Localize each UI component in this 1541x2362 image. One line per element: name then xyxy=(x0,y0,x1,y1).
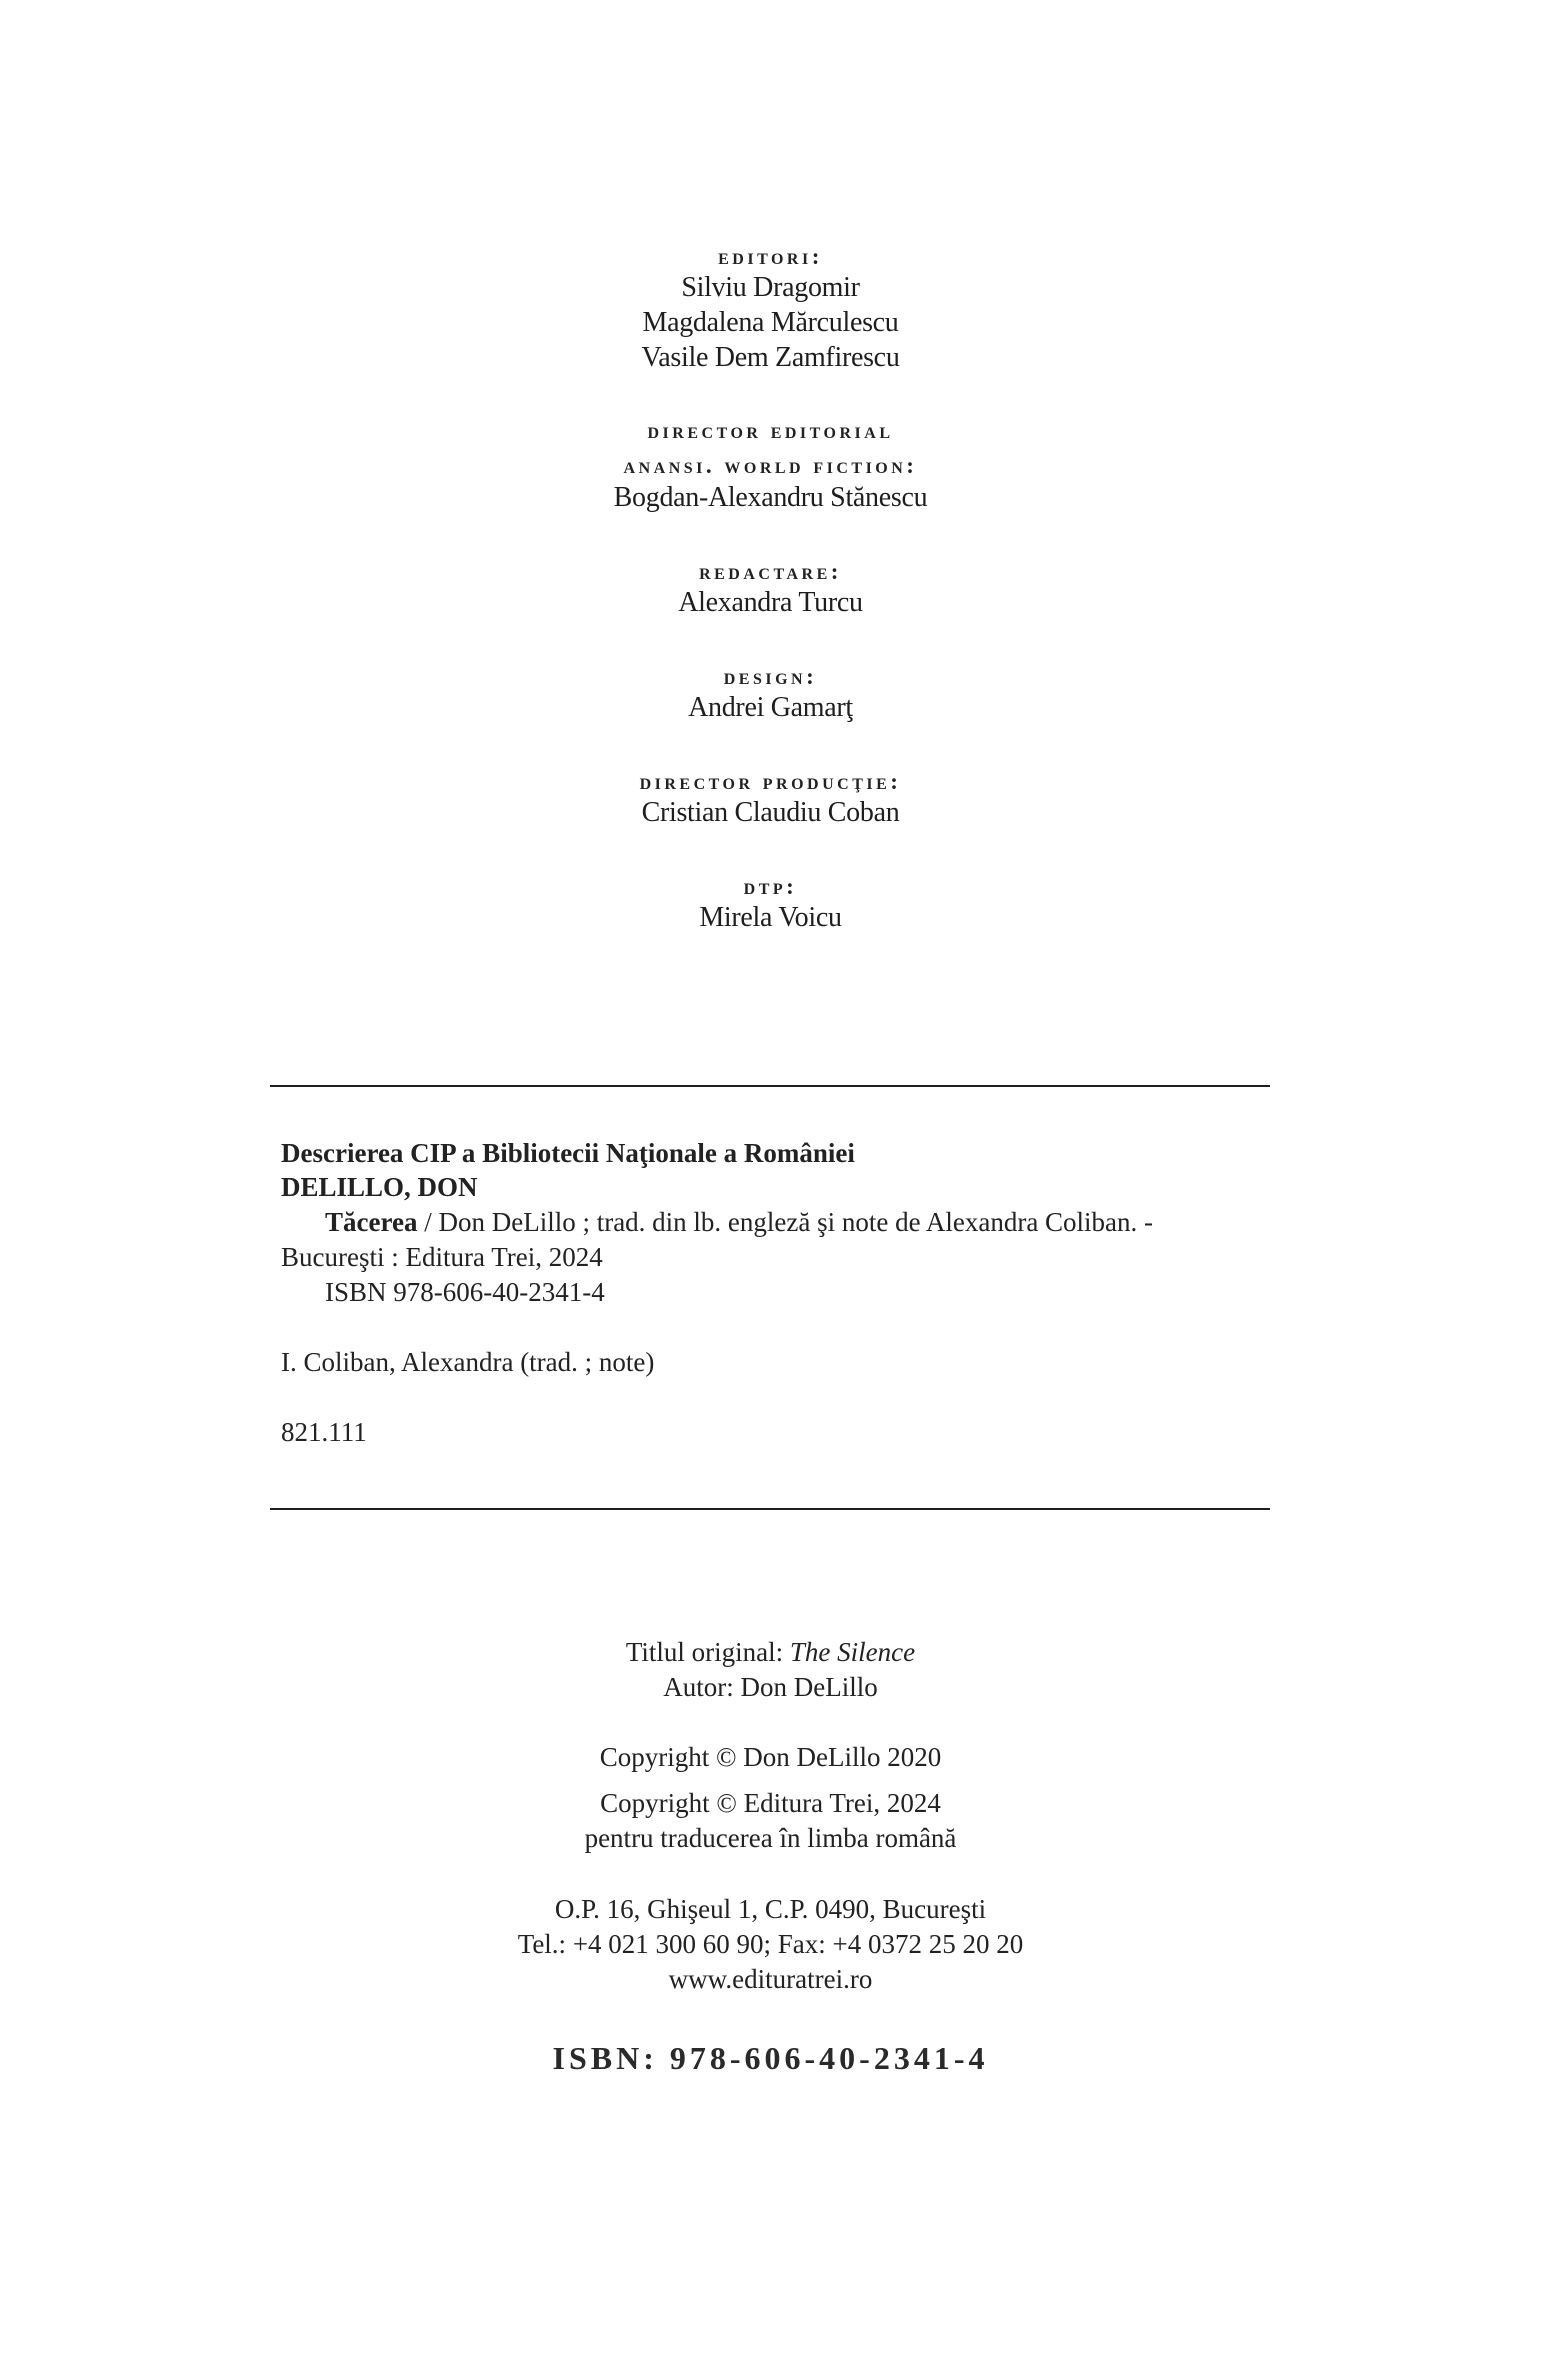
copyright-author: Copyright © Don DeLillo 2020 xyxy=(599,1742,942,1772)
cip-top-rule xyxy=(270,1085,1270,1087)
cip-title-line xyxy=(325,1207,1153,1238)
cip-imprint: Bucureşti : Editura Trei, 2024 xyxy=(281,1242,603,1272)
editor-name: Silviu Dragomir xyxy=(681,272,860,303)
editing-name: Alexandra Turcu xyxy=(678,587,863,618)
dtp-name: Mirela Voicu xyxy=(699,902,842,933)
cip-heading-text: Descrierea CIP a Bibliotecii Naţionale a României xyxy=(281,1138,855,1168)
production-director-name: Cristian Claudiu Coban xyxy=(641,797,900,828)
isbn: ISBN: 978-606-40-2341-4 xyxy=(552,2040,989,2076)
copyright-note: pentru traducerea în limba română xyxy=(584,1823,957,1853)
editorial-director-label: anansi. world fiction: xyxy=(623,453,918,478)
cip-title-rest: / Don DeLillo ; trad. din lb. engleză şi note de Alexandra Coliban. - xyxy=(417,1207,1154,1237)
production-director-label: director producţie: xyxy=(639,769,902,794)
editorial-director-name: Bogdan-Alexandru Stănescu xyxy=(613,482,928,513)
editor-name: Magdalena Mărculescu xyxy=(642,307,899,338)
cip-classification: 821.111 xyxy=(281,1417,367,1447)
cip-title: Tăcerea xyxy=(325,1207,418,1237)
cip-bottom-rule xyxy=(270,1508,1270,1510)
cip-author-text: DELILLO, DON xyxy=(281,1172,478,1202)
design-name: Andrei Gamarţ xyxy=(688,692,853,723)
copyright-publisher: Copyright © Editura Trei, 2024 xyxy=(600,1788,941,1818)
editing-label: redactare: xyxy=(699,559,842,584)
publisher-website: www.edituratrei.ro xyxy=(668,1964,873,1994)
author-line: Autor: Don DeLillo xyxy=(663,1672,878,1702)
cip-author xyxy=(281,1172,478,1203)
editorial-director-label: director editorial xyxy=(647,418,894,443)
cip-heading xyxy=(281,1138,855,1169)
cip-isbn: ISBN 978-606-40-2341-4 xyxy=(325,1277,605,1307)
editor-name: Vasile Dem Zamfirescu xyxy=(641,342,900,373)
original-title-line xyxy=(0,1637,1541,1668)
publisher-phone: Tel.: +4 021 300 60 90; Fax: +4 0372 25 20 20 xyxy=(517,1929,1024,1959)
design-label: design: xyxy=(723,664,818,689)
editors-label: editori: xyxy=(718,244,823,269)
cip-added-entry: I. Coliban, Alexandra (trad. ; note) xyxy=(281,1347,655,1377)
dtp-label: dtp: xyxy=(743,874,798,899)
publisher-address: O.P. 16, Ghişeul 1, C.P. 0490, Bucureşti xyxy=(554,1894,987,1924)
original-title: The Silence xyxy=(789,1637,916,1667)
original-title-label: Titlul original: xyxy=(625,1637,790,1667)
